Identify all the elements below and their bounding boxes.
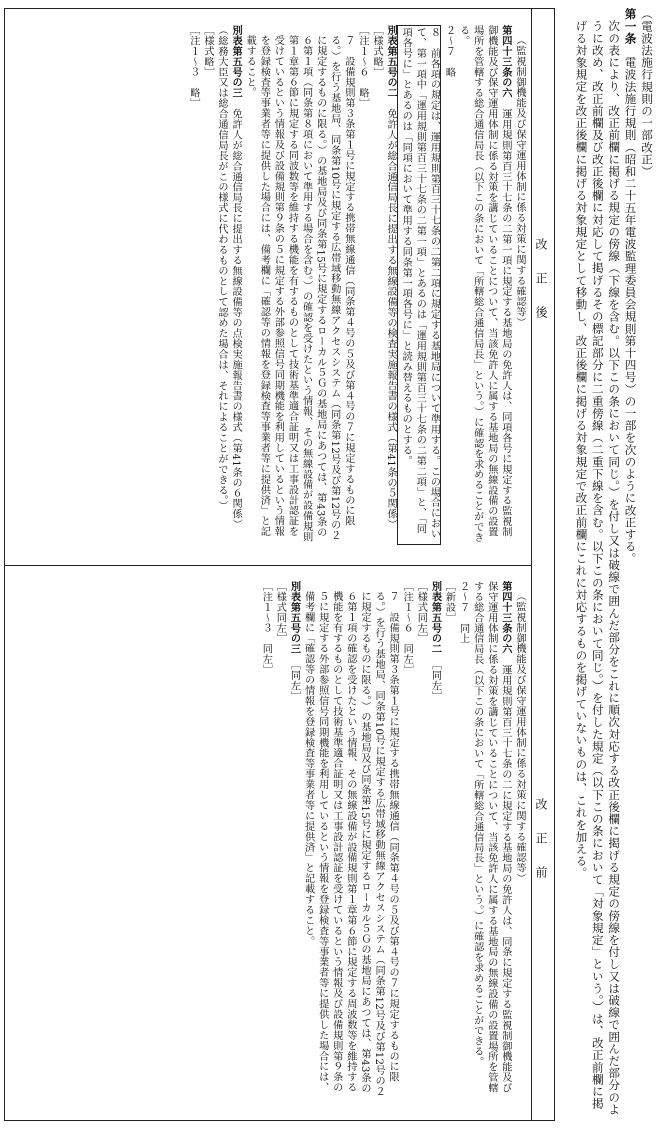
after-appendix-5-2-text: 免許人が総合通信局長に提出する無線設備等の検査実施報告書の様式（第41条の５関係） bbox=[385, 108, 397, 530]
before-omit-2-7: ２～７ 同上 bbox=[457, 581, 469, 644]
after-appendix-5-2-label: 別表第五号の二 bbox=[385, 25, 397, 99]
before-appendix-5-3-same: ［同左］ bbox=[288, 664, 300, 702]
after-appendix-5-2-notes: ［注１～６ 略］ bbox=[356, 25, 368, 109]
before-caption: （監視制御機能及び保守運用体制に係る対策に関する確認等） bbox=[514, 591, 525, 884]
after-caption: （監視制御機能及び保守運用体制に係る対策に関する確認等） bbox=[514, 35, 525, 328]
amendment-instruction: 次の表により、改正前欄に掲げる規定の傍線（下線を含む。以下この条において同じ。）を付し又は破線で囲んだ部分をこれに順次対応する改正後欄に掲げる規定の傍線を付し又は破線で囲んだ部分のように改め、改正前欄及び改正後欄に対応して掲げるその標記部分に二重傍線（二重下線を含む。以下この条において同じ。）を付した規定（以下この条において「対象規定」という。）は、改正前欄に掲げる対象規定を改正後欄に掲げる対象規定として移動し、改正後欄に掲げる対象規定で改正前欄にこれに対応するものを掲げていないものは、これを加える。 bbox=[574, 19, 622, 1115]
after-article-text: 運用規則第百三十七条の二第一項に規定する基地局の免許人は、同項各号に規定する監視制御機能及び保守運用体制に係る対策を講じていることについて、当該免許人に属する基地局の無線設備の設置場所を管轄する総合通信局長（以下この条において「所轄総合通信局長」という。）に確認を求めることができる。 bbox=[457, 25, 511, 543]
before-article-text: 運用規則第百三十七条の二に規定する基地局の免許人は、同条に規定する監視制御機能及び保守運用体制に係る対策を講じていることについて、当該免許人に属する基地局の無線設備の設置場所を管轄する総合通信局長（以下この条において「所轄総合通信局長」という。）に確認を求めることができる。 bbox=[471, 581, 511, 1094]
header-after: 改正後 bbox=[534, 238, 548, 340]
header-before: 改正前 bbox=[534, 798, 548, 900]
preamble bbox=[557, 8, 655, 1120]
after-article-label: 第四十三条の六 bbox=[499, 25, 511, 99]
before-article-label: 第四十三条の六 bbox=[499, 581, 511, 655]
article-label: 第一条 bbox=[623, 8, 638, 45]
before-appendix-5-2-same: ［同左］ bbox=[429, 664, 441, 702]
after-content bbox=[6, 25, 526, 545]
before-new-marker: ［新設］ bbox=[443, 581, 455, 623]
law-title: （電波法施行規則の一部改正） bbox=[640, 8, 654, 178]
after-appendix-5-2-form: ［様式略］ bbox=[371, 25, 383, 78]
after-appendix-5-3-label: 別表第五号の三 bbox=[230, 25, 242, 99]
before-appendix-5-2-form: ［様式同左］ bbox=[415, 581, 427, 644]
before-appendix-5-3-notes: ［注１～３ 同左］ bbox=[260, 581, 272, 676]
before-appendix-5-2-note7: ７ 設備規則第３条第１号に規定する携帯無線通信（同条第４号の５及び第４号の７に規定するものに限る。）を行う基地局、同条第10号に規定する広帯域移動無線アクセスシステム（同条第12号及び第12号の２に規定するものに限る。）の基地局及び同条第15号に規定するローカル５Ｇの基地局にあつては、第43条の６第１項の確認を受けたという情報、その無線設備が設備規則第１章第６節に規定する周波数等を維持する機能を有するものとして技術基準適合証明又は工事設計認証を受けているという情報及び設備規則第９条の５に規定する外部参照信号同期機能を利用しているという情報を登録検査等事業者等に提供した場合には、備考欄に「確認等の情報を登録検査等事業者等に提供済」と記載すること。 bbox=[302, 591, 399, 1097]
after-appendix-5-2-note7: ７ 設備規則第３条第１号に規定する携帯無線通信（同条第４号の５及び第４号の７に規定するものに限る。）を行う基地局、同条第10号に規定する広帯域移動無線アクセスシステム（同条第12号及び第12号の２に規定するものに限る。）の基地局及び同条第15号に規定するローカル５Ｇの基地局にあつては、第43条の６第１項（同条第８項において準用する場合を含む。）の確認を受けたという情報、その無線設備が設備規則第１章第６節に規定する同波数等を維持する機能を有するものとして技術基準適合証明又は工事設計認証を受けているという情報及び設備規則第９条の５に規定する外部参照信号同期機能を利用しているという情報を登録検査等事業者等に提供した場合には、備考欄に「確認等の情報を登録検査等事業者等に提供済」と記載すること。 bbox=[244, 35, 354, 543]
after-appendix-5-3-form: ［様式略］ bbox=[201, 25, 213, 78]
after-appendix-5-3-notes: ［注１～３ 略］ bbox=[187, 25, 199, 109]
before-appendix-5-2-notes: ［注１～６ 同左］ bbox=[401, 581, 413, 676]
before-appendix-5-3-label: 別表第五号の三 bbox=[288, 581, 300, 655]
before-appendix-5-3-form: ［様式同左］ bbox=[274, 581, 286, 644]
row-divider bbox=[5, 565, 532, 566]
before-content bbox=[6, 581, 526, 1101]
after-omit-2-7: ２～７ 略 bbox=[443, 25, 455, 78]
article-text: 電波法施行規則（昭和二十五年電波監理委員会規則第十四号）の一部を次のように改正する。 bbox=[623, 56, 638, 565]
after-paragraph-8: ８ 前各項の規定は、運用規則第百三十七条の二第二項に規定する基地局について準用する。この場合において、第一項中「運用規則第百三十七条の二第一項」とあるのは「運用規則第百三十七条の二第二項」と、「同項各号に」とあるのは「同項において準用する同条第一項各号に」と読み替えるものとする。 bbox=[397, 25, 441, 545]
after-appendix-5-3-text: 免許人が総合通信局長に提出する無線設備等の点検実施報告書の様式（第41条の６関係）（総務大臣又は総合通信局長がこの様式に代わるものとして認めた場合は、それによることができる。） bbox=[216, 25, 242, 530]
before-appendix-5-2-label: 別表第五号の二 bbox=[429, 581, 441, 655]
comparison-table bbox=[4, 8, 555, 1121]
